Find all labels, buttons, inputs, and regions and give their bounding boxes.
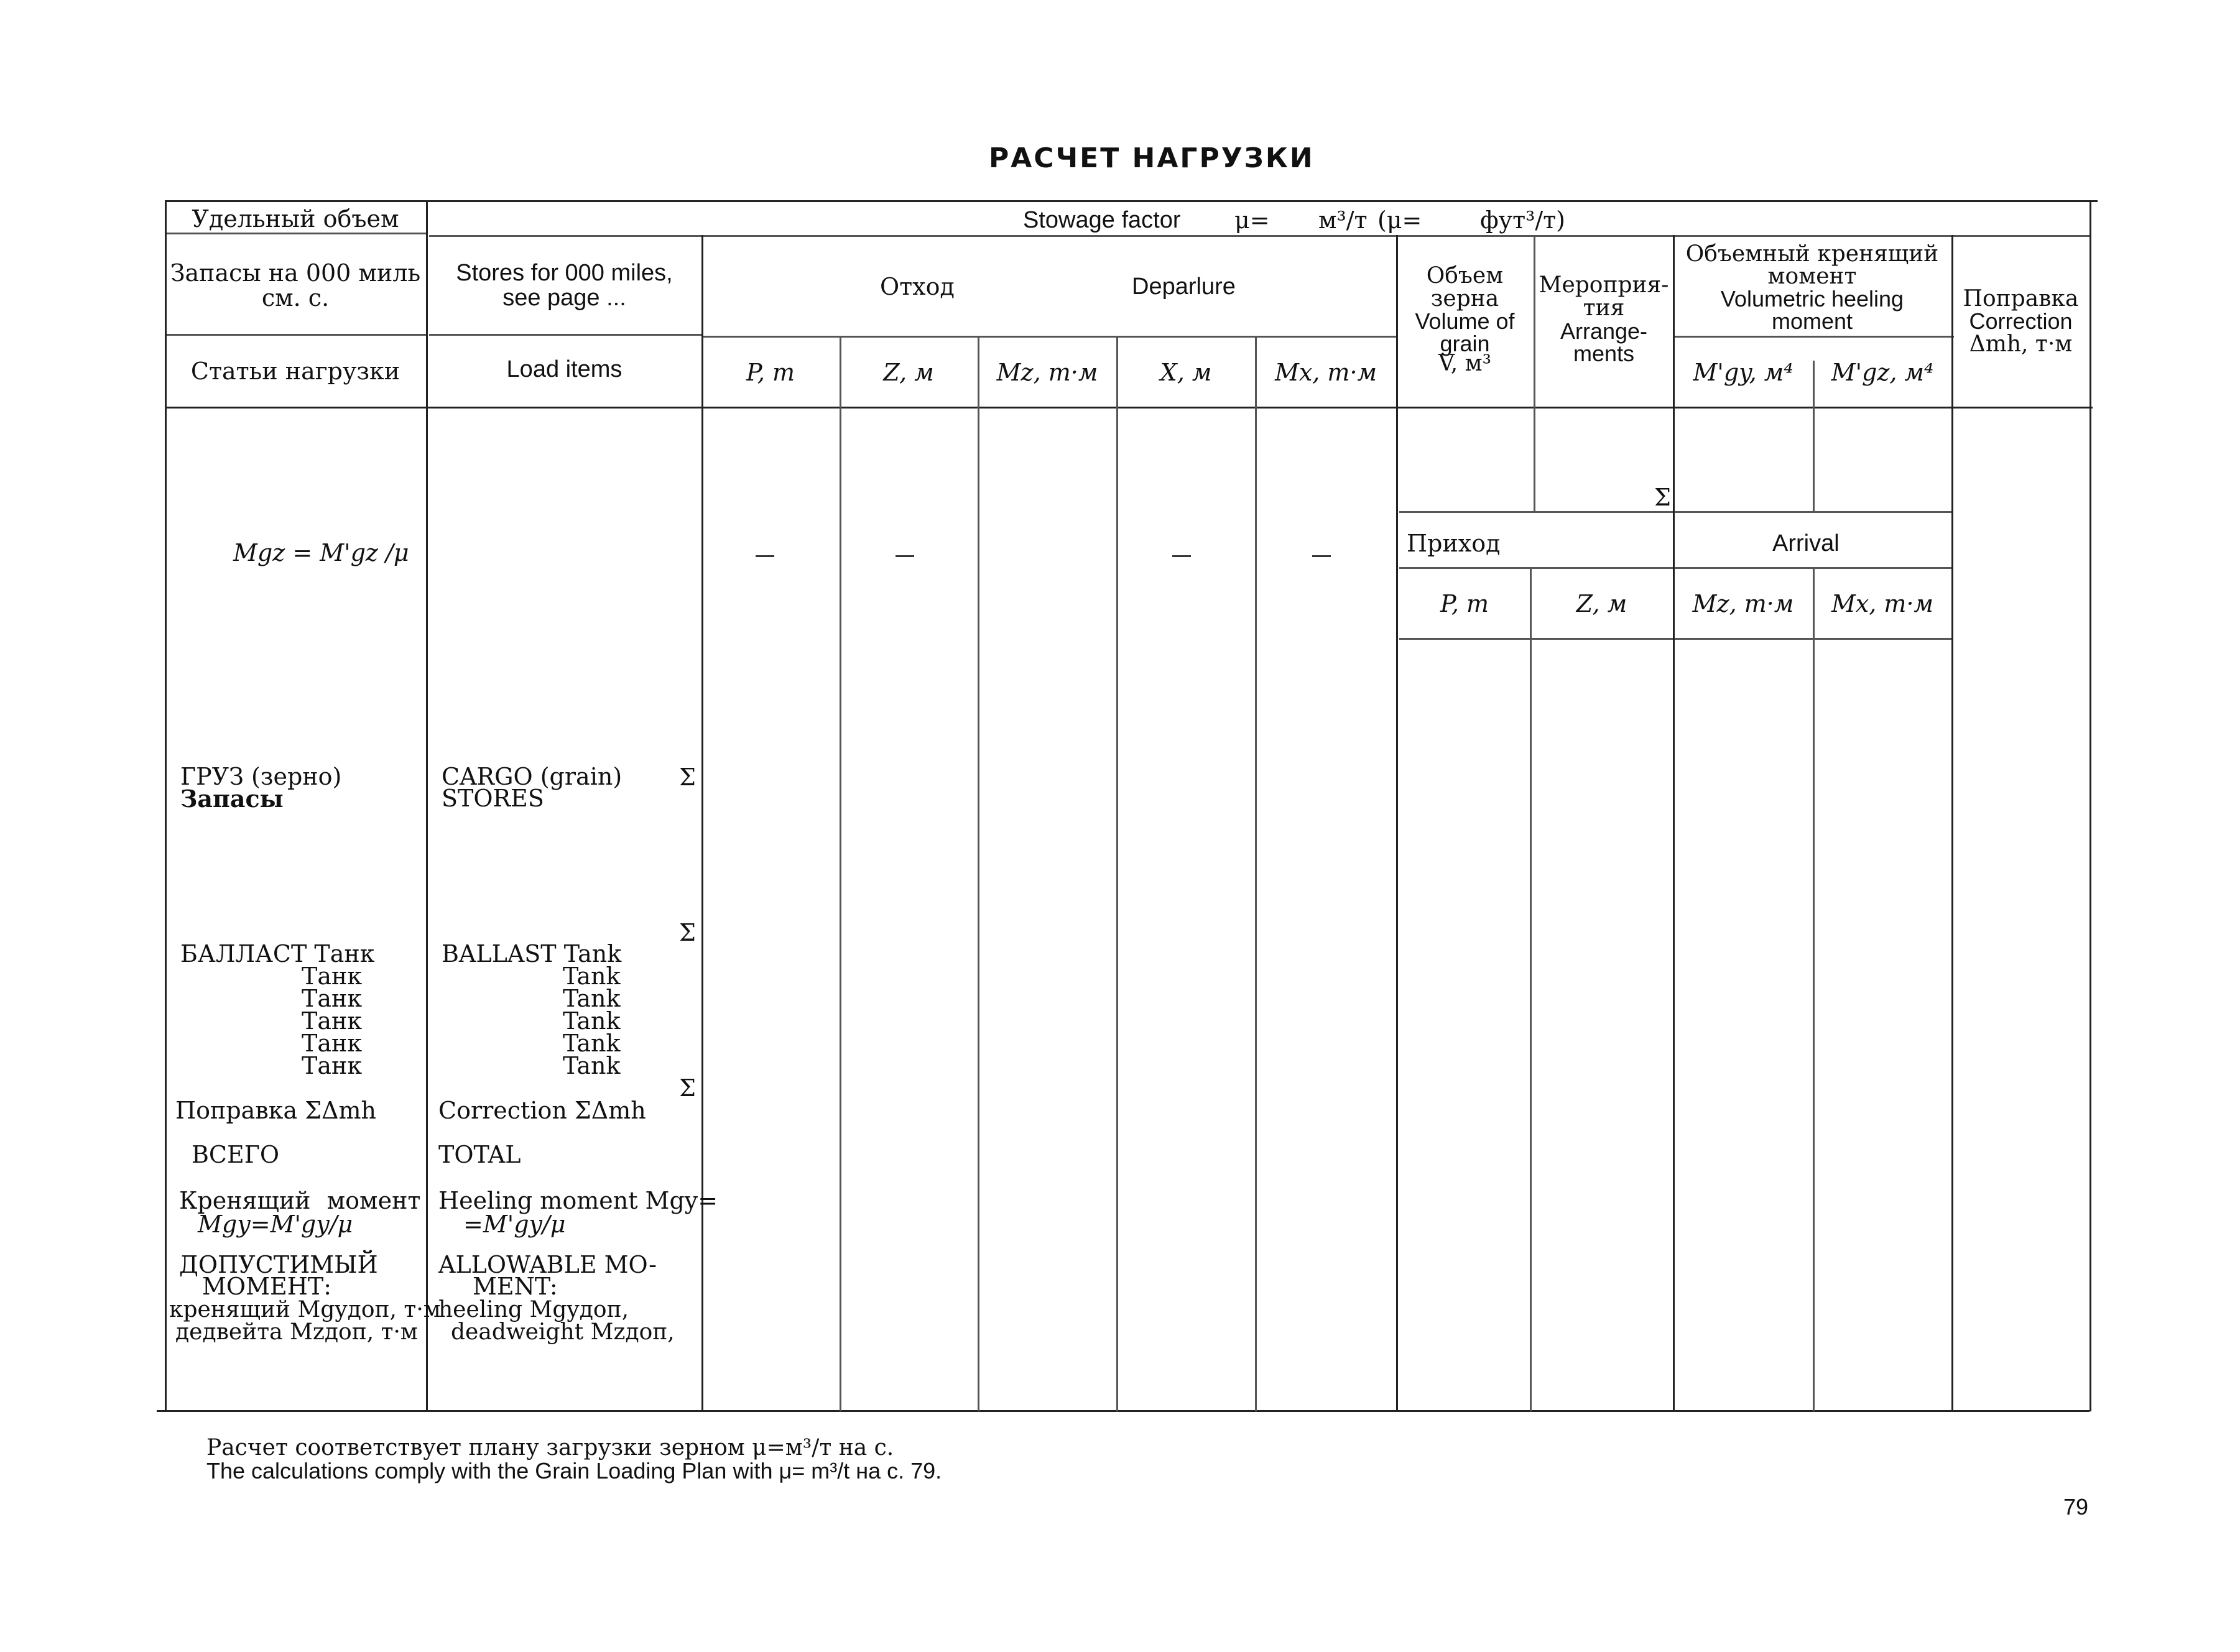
arrangements-2: тия: [1583, 295, 1625, 321]
stowage-unit-ft: фут³/т): [1480, 206, 1566, 234]
stowage-unit: м³/т: [1318, 206, 1368, 234]
row1-divider-left: [165, 233, 426, 234]
tank-en-1: Tank: [563, 962, 621, 990]
col-header-x: X, м: [1160, 359, 1212, 386]
tank-ru-3: Танк: [302, 1007, 363, 1035]
stores-label-ru: Запасы: [180, 785, 284, 813]
grain-volume-1: Объем: [1426, 263, 1504, 288]
table-top-border: [165, 200, 2098, 202]
allowable-en-4: deadweight Mzдоп,: [451, 1319, 675, 1345]
vol-heeling-1: Объемный кренящий: [1685, 241, 1939, 267]
load-items-en: Load items: [506, 356, 622, 382]
table-bottom-border: [157, 1410, 2090, 1412]
stores-en-line1: Stores for 000 miles,: [456, 260, 673, 286]
page-title: РАСЧЕТ НАГРУЗКИ: [989, 142, 1315, 174]
arrival-col-mz: Mz, т·м: [1692, 590, 1794, 617]
allowable-ru-2: МОМЕНТ:: [202, 1273, 331, 1300]
stowage-factor-label-en: Stowage factor: [1023, 207, 1181, 233]
arrival-top-line: [1399, 511, 1953, 513]
ballast-sigma: Σ: [679, 1074, 696, 1102]
heeling-en-1: Heeling moment Mgy=: [438, 1187, 718, 1214]
allowable-ru-3: кренящий Mgyдоп, т·м: [169, 1297, 441, 1322]
col-divider-8-bottom: [1530, 567, 1532, 1411]
stores-ru-line1: Запасы на 000 миль: [170, 259, 421, 287]
tank-ru-5: Танк: [302, 1052, 363, 1079]
col-divider-4: [978, 336, 979, 1411]
tank-ru-2: Танк: [302, 985, 363, 1012]
col-header-z: Z, м: [883, 359, 934, 386]
vol-heeling-3: Volumetric heeling: [1720, 286, 1904, 311]
col-divider-1: [426, 200, 428, 1411]
heeling-ru-1: Кренящий момент: [179, 1187, 421, 1214]
tank-en-4: Tank: [563, 1030, 621, 1057]
tick-p: [756, 555, 774, 557]
allowable-ru-1: ДОПУСТИМЫЙ: [179, 1251, 378, 1278]
load-items-ru: Статьи нагрузки: [190, 358, 400, 385]
col-divider-10-bottom: [1813, 567, 1815, 1411]
correction-row-ru: Поправка ΣΔmh: [175, 1097, 377, 1124]
departure-subheader-line: [701, 336, 1396, 338]
col-divider-3: [840, 336, 841, 1411]
table-right-border: [2090, 200, 2091, 1411]
arrival-col-z: Z, м: [1576, 590, 1627, 617]
grain-volume-5: V, м³: [1438, 351, 1492, 376]
departure-ru: Отход: [880, 273, 955, 300]
col-divider-8-top: [1534, 235, 1535, 511]
col-header-mz: Mz, т·м: [996, 359, 1098, 386]
stowage-mu: μ=: [1234, 206, 1270, 234]
correction-1: Поправка: [1963, 286, 2079, 311]
total-ru: ВСЕГО: [192, 1141, 280, 1168]
tank-en-3: Tank: [563, 1007, 621, 1035]
stores-sigma: Σ: [679, 919, 696, 946]
col-divider-2: [701, 235, 703, 1411]
arrival-ru: Приход: [1407, 530, 1501, 557]
footer-line-1: Расчет соответствует плану загрузки зерном μ=м³/т на с.: [206, 1435, 894, 1460]
arrival-mid-line: [1399, 567, 1953, 569]
row2-divider-left: [165, 334, 426, 336]
cargo-en: CARGO (grain): [442, 763, 622, 790]
col-divider-5: [1116, 336, 1118, 1411]
col-header-p: P, т: [746, 359, 795, 386]
ballast-ru: БАЛЛАСТ Танк: [180, 940, 375, 967]
stores-en-line2: see page ...: [502, 285, 626, 311]
allowable-en-1: ALLOWABLE MO-: [438, 1251, 657, 1278]
allowable-en-2: MENT:: [473, 1273, 558, 1300]
footer-line-2: The calculations comply with the Grain Loading Plan with μ= m³/t на с. 79.: [206, 1458, 942, 1484]
tank-en-5: Tank: [563, 1052, 621, 1079]
correction-3: Δmh, т·м: [1969, 331, 2073, 357]
col-header-mgz: M'gz, м⁴: [1831, 359, 1934, 386]
tick-x: [1172, 555, 1191, 557]
arrival-col-p: P, т: [1440, 590, 1489, 617]
volheel-subheader-line: [1673, 336, 1954, 338]
stowage-factor-label-ru: Удельный объем: [192, 205, 399, 233]
arrival-col-mx: Mx, т·м: [1831, 590, 1934, 617]
tick-z: [896, 555, 914, 557]
cargo-ru: ГРУЗ (зерно): [180, 763, 342, 790]
row2-divider-mid: [429, 334, 701, 336]
arrival-en: Arrival: [1772, 530, 1840, 556]
stowage-paren: (μ=: [1377, 206, 1422, 234]
tick-mx: [1312, 555, 1331, 557]
tank-ru-1: Танк: [302, 962, 363, 990]
arrangements-1: Мероприя-: [1539, 272, 1669, 298]
col-divider-6: [1255, 336, 1257, 1411]
total-en: TOTAL: [438, 1141, 521, 1168]
arrangements-4: ments: [1573, 341, 1635, 366]
tank-ru-4: Танк: [302, 1030, 363, 1057]
col-header-mx: Mx, т·м: [1274, 359, 1377, 386]
arrival-sigma: Σ: [1654, 484, 1671, 511]
grain-volume-4: grain: [1440, 331, 1490, 356]
heeling-en-2: =M'gy/μ: [463, 1211, 566, 1238]
page-number: 79: [2063, 1494, 2089, 1520]
arrangements-3: Arrange-: [1560, 318, 1648, 344]
stores-ru-line2: см. с.: [261, 284, 330, 311]
header-bottom-border: [165, 407, 2093, 408]
col-header-mgy: M'gy, м⁴: [1693, 359, 1793, 386]
col-divider-7: [1396, 235, 1398, 1411]
allowable-ru-4: дедвейта Mzдоп, т·м: [175, 1319, 418, 1345]
correction-2: Correction: [1969, 308, 2073, 334]
arrival-bottom-line: [1399, 638, 1953, 640]
vol-heeling-4: moment: [1771, 308, 1853, 334]
grain-volume-2: зерна: [1430, 286, 1499, 311]
departure-en: Deparlure: [1132, 274, 1236, 300]
table-left-border: [165, 200, 167, 1411]
cargo-sigma: Σ: [679, 764, 696, 791]
ballast-en: BALLAST Tank: [442, 940, 622, 967]
heeling-ru-2: Mgy=M'gy/μ: [198, 1211, 353, 1238]
stores-label-en: STORES: [442, 785, 544, 812]
grain-volume-3: Volume of: [1415, 308, 1515, 334]
col-divider-9: [1673, 235, 1675, 1411]
allowable-en-3: heeling Mgyдоп,: [438, 1297, 629, 1322]
col-divider-11: [1951, 235, 1953, 1411]
correction-row-en: Correction ΣΔmh: [438, 1097, 646, 1124]
row1-divider-right: [429, 235, 2091, 237]
vol-heeling-2: момент: [1767, 264, 1857, 289]
tank-en-2: Tank: [563, 985, 621, 1012]
formula-mgz: Mgz = M'gz /μ: [233, 539, 409, 566]
